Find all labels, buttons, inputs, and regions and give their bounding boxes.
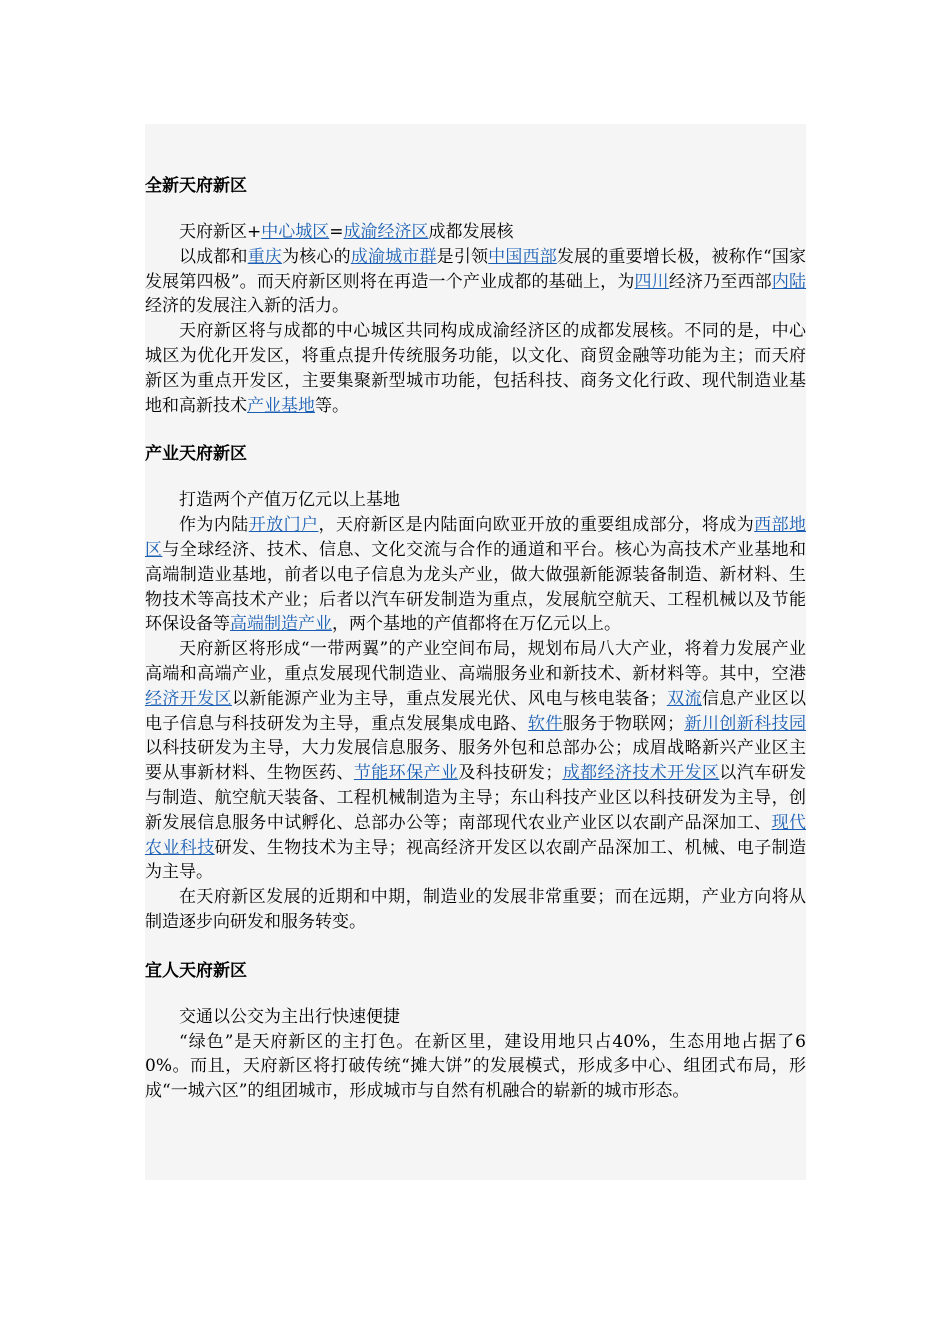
section-quanxin [145,174,806,418]
text-run: 以科技研发为主导，大力发展信息服务、服务外包和总部办公；成眉战略新兴产业区主要从事新材料、生物医药、 [145,738,806,784]
inline-link[interactable]: 西部地区 [145,515,807,560]
paragraph [145,488,806,513]
section-heading: 全新天府新区 [145,176,247,196]
text-run: 与全球经济、技术、信息、文化交流与合作的通道和平台。核心为高技术产业基地和高端制造业基地，前者以电子信息为龙头产业，做大做强新能源装备制造、新材料、生物技术等高技术产业；后者以汽车研发制造为重点，发展航空航天、工程机械以及节能环保设备等 [145,539,806,635]
inline-link[interactable]: 新川创新科技园 [684,713,807,734]
paragraph [145,319,806,418]
text-run: 等。 [315,395,349,416]
text-run: 经济乃至西部 [668,271,772,292]
text-run: 以汽车研发与制造、航空航天装备、工程机械制造为主导；东山科技产业区以科技研发为主导，创新发展信息服务中试孵化、总部办公等；南部现代农业产业区以农副产品深加工、 [145,763,807,833]
paragraph [145,1005,806,1030]
inline-link[interactable]: 软件 [527,713,563,734]
section-heading: 宜人天府新区 [145,960,247,981]
paragraph [145,245,806,319]
document-body [145,124,806,1104]
paragraph [145,220,806,245]
text-run: 是引领 [436,246,489,267]
paragraph [145,513,806,637]
text-run: “绿色”是天府新区的主打色。在新区里，建设用地只占40%，生态用地占据了60%。而且，天府新区将打破传统“摊大饼”的发展模式，形成多中心、组团式布局，形成“一城六区”的组团城市，形成城市与自然有机融合的崭新的城市形态。 [145,1031,806,1102]
inline-link[interactable]: 高端制造产业 [230,614,332,635]
inline-link[interactable]: 节能环保产业 [353,763,459,784]
text-run: 打造两个产值万亿元以上基地 [179,490,400,511]
inline-link[interactable]: 成渝城市群 [350,246,437,267]
text-run: 交通以公交为主出行快速便捷 [179,1006,400,1027]
text-run: 天府新区+ [179,222,262,242]
section-yiren [145,959,806,1104]
section-chanye [145,442,806,934]
text-run: ，天府新区是内陆面向欧亚开放的重要组成部分，将成为 [318,515,755,536]
text-run: 服务于物联网； [562,713,685,734]
text-run: 天府新区将形成“一带两翼”的产业空间布局，规划布局八大产业，将着力发展产业高端和高端产业，重点发展现代制造业、高端服务业和新技术、新材料等。其中，空港 [145,639,806,684]
text-run: 为核心的 [282,246,351,267]
text-run: 在天府新区发展的近期和中期，制造业的发展非常重要；而在远期，产业方向将从制造逐步向研发和服务转变。 [145,887,806,932]
text-run: 发展的重要增长极，被称作“国家发展第四极”。而天府新区则将在再造一个产业成都的基础上，为 [145,246,807,292]
inline-link[interactable]: 四川 [634,271,669,292]
text-run: 成都发展核 [428,222,514,242]
text-run: 天府新区将与成都的中心城区共同构成成渝经济区的成都发展核。不同的是，中心城区为优化开发区，将重点提升传统服务功能，以文化、商贸金融等功能为主；而天府新区为重点开发区，主要集聚新型城市功能，包括科技、商务文化行政、现代制造业基地和高新技术 [145,321,806,416]
inline-link[interactable]: 中国西部 [488,246,557,267]
text-run: 及科技研发； [458,763,563,784]
text-run: 信息产业区以电子信息与科技研发为主导，重点发展集成电路、 [145,688,807,734]
inline-link[interactable]: 现代农业科技 [145,812,806,858]
inline-link[interactable]: 产业基地 [247,395,315,416]
inline-link[interactable]: 经济开发区 [145,688,233,709]
section-heading: 产业天府新区 [145,444,247,465]
inline-link[interactable]: 开放门户 [248,515,319,536]
inline-link[interactable]: 双流 [666,688,702,709]
paragraph [145,1030,806,1104]
text-run: 经济的发展注入新的活力。 [145,296,349,317]
text-run: ，两个基地的产值都将在万亿元以上。 [332,614,621,635]
inline-link[interactable]: 中心城区 [261,222,330,242]
paragraph [145,637,806,885]
inline-link[interactable]: 成都经济技术开发区 [562,763,720,784]
inline-link[interactable]: 成渝经济区 [343,222,429,242]
paragraph [145,885,806,935]
text-run: = [329,222,344,242]
inline-link[interactable]: 内陆 [771,271,807,292]
text-run: 以新能源产业为主导，重点发展光伏、风电与核电装备； [232,688,667,709]
text-run: 作为内陆 [179,515,249,536]
inline-link[interactable]: 重庆 [247,246,283,267]
text-run: 以成都和 [179,246,248,267]
text-run: 研发、生物技术为主导；视高经济开发区以农副产品深加工、机械、电子制造为主导。 [145,837,807,883]
